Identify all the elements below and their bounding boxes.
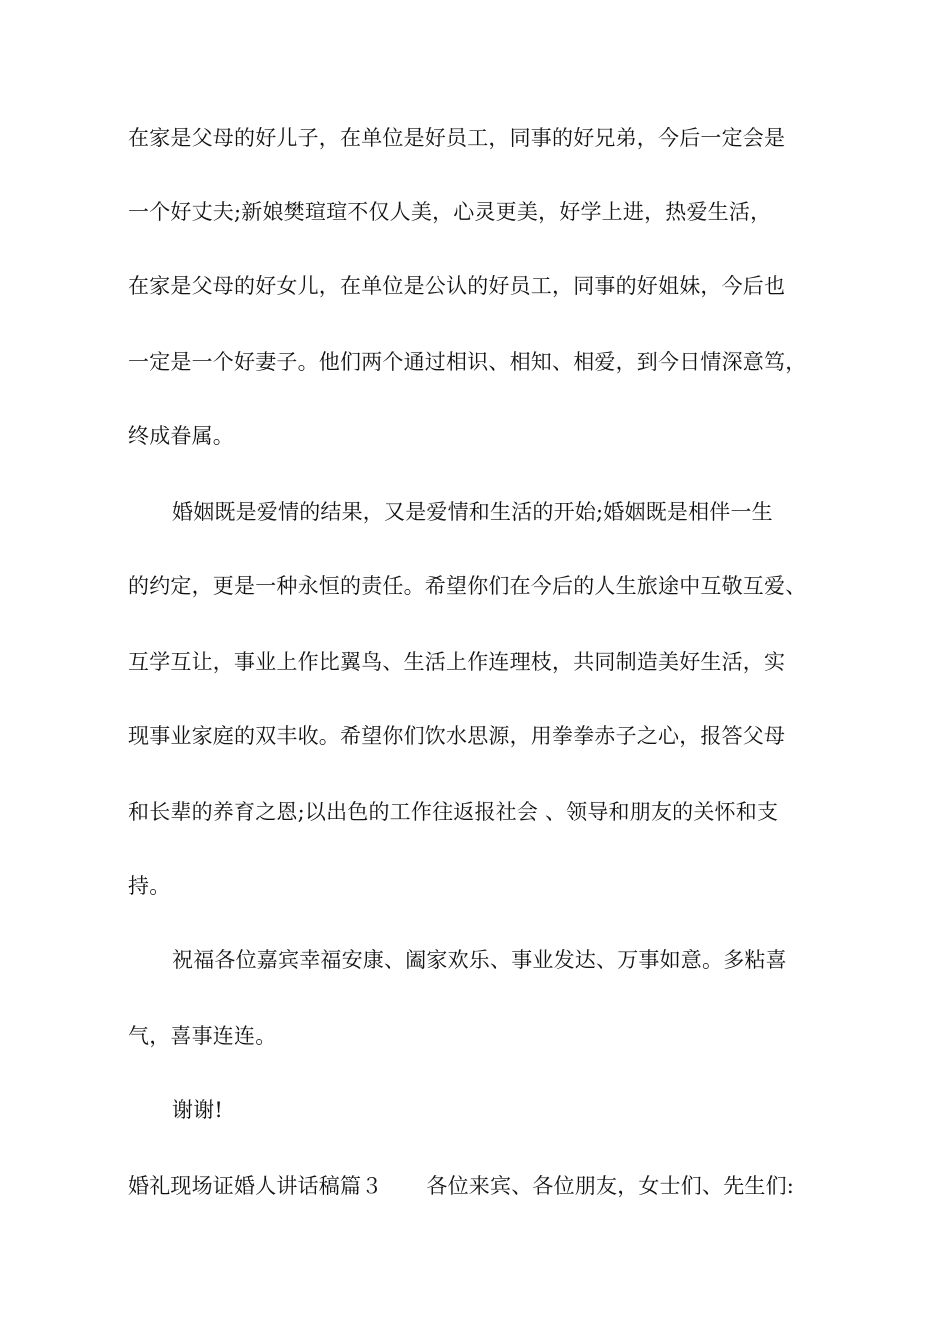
text-line: 现事业家庭的双丰收。希望你们饮水思源，用拳拳赤子之心，报答父母	[128, 724, 786, 748]
text-line: 在家是父母的好女儿，在单位是公认的好员工，同事的好姐妹，今后也	[128, 274, 786, 298]
text-line: 持。	[128, 874, 171, 898]
text-line: 和长辈的养育之恩;以出色的工作往返报社会 、领导和朋友的关怀和支	[128, 800, 779, 824]
greeting-text: 各位来宾、各位朋友，女士们、先生们:	[426, 1174, 795, 1198]
heading-line	[128, 1172, 794, 1200]
text-line: 互学互让，事业上作比翼鸟、生活上作连理枝，共同制造美好生活，实	[128, 650, 786, 674]
section-heading: 婚礼现场证婚人讲话稿篇３	[128, 1174, 383, 1198]
text-line: 祝福各位嘉宾幸福安康、阖家欢乐、事业发达、万事如意。多粘喜	[172, 948, 787, 972]
text-line: 在家是父母的好儿子，在单位是好员工，同事的好兄弟，今后一定会是	[128, 126, 786, 150]
text-line: 气，喜事连连。	[128, 1024, 277, 1048]
text-line: 婚姻既是爱情的结果，又是爱情和生活的开始;婚姻既是相伴一生	[172, 500, 773, 524]
text-line: 一个好丈夫;新娘樊瑄瑄不仅人美，心灵更美，好学上进，热爱生活，	[128, 200, 772, 224]
text-line: 的约定，更是一种永恒的责任。希望你们在今后的人生旅途中互敬互爱、	[128, 574, 807, 598]
text-line: 终成眷属。	[128, 424, 234, 448]
text-line: 一定是一个好妻子。他们两个通过相识、相知、相爱，到今日情深意笃，	[128, 350, 807, 374]
thanks-text: 谢谢!	[172, 1098, 224, 1122]
